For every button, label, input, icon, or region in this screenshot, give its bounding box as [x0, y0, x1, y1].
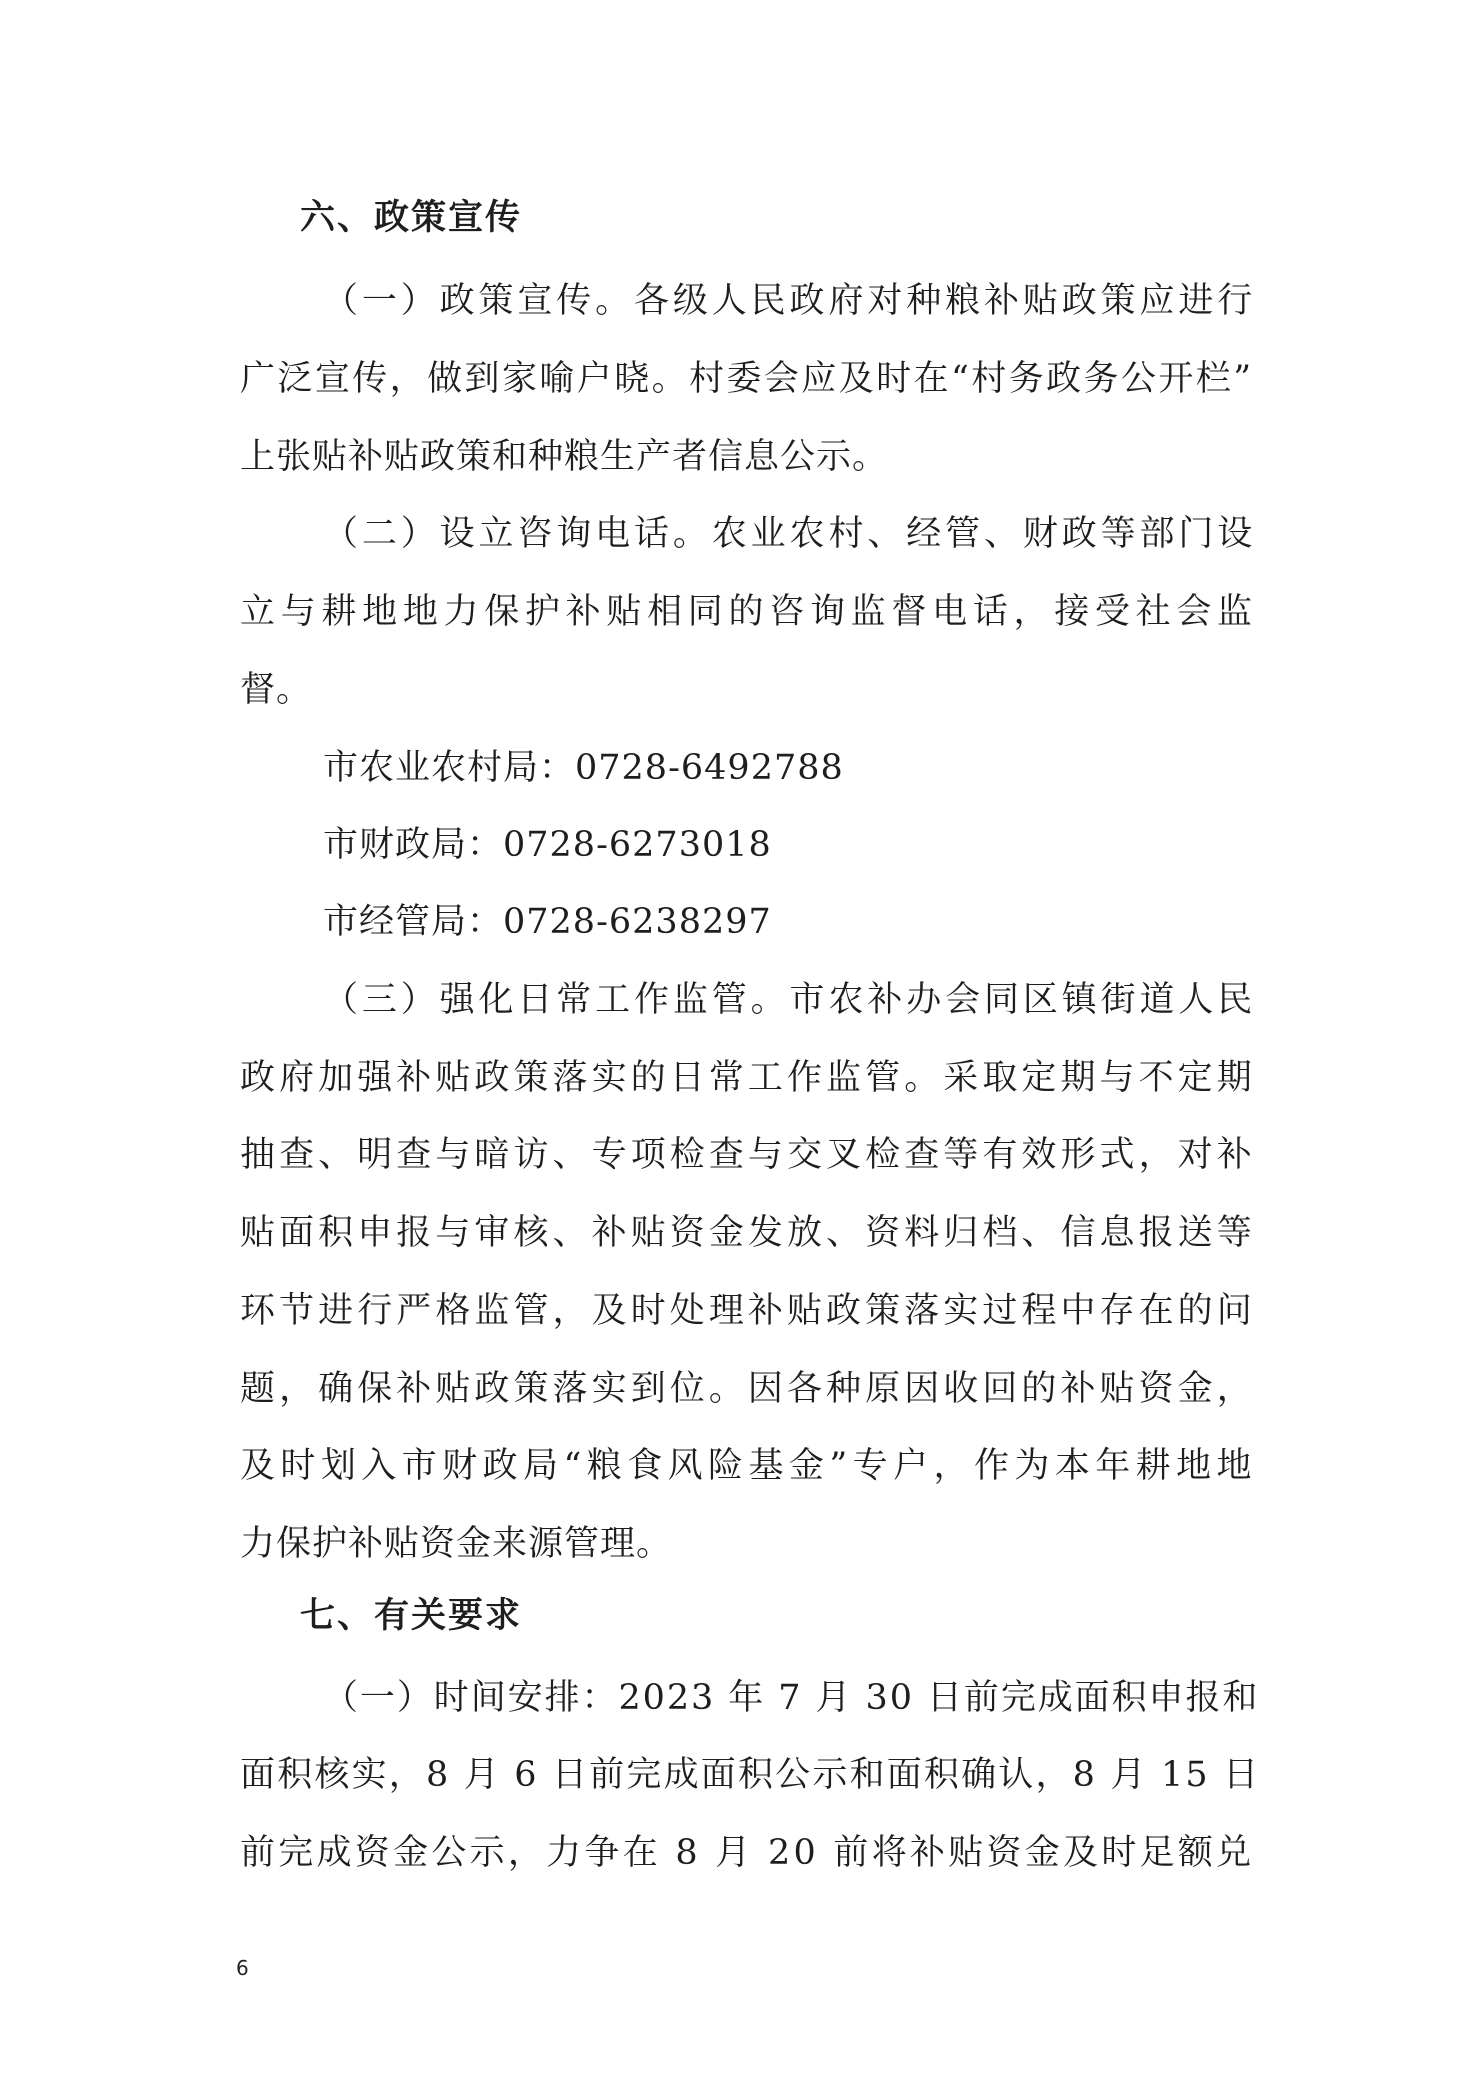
contact-finance-bureau: 市财政局：0728-6273018 [323, 825, 772, 865]
paragraph-line: 面积核实，8 月 6 日前完成面积公示和面积确认，8 月 15 日 [240, 1755, 1261, 1795]
paragraph-line: 抽查、明查与暗访、专项检查与交叉检查等有效形式，对补 [240, 1135, 1256, 1175]
section-heading-6: 六、政策宣传 [300, 198, 523, 238]
paragraph-line: 贴面积申报与审核、补贴资金发放、资料归档、信息报送等 [240, 1213, 1256, 1253]
section-heading-7: 七、有关要求 [300, 1596, 523, 1636]
paragraph-line: 及时划入市财政局“粮食风险基金”专户，作为本年耕地地 [240, 1446, 1257, 1486]
paragraph-line: 督。 [240, 670, 313, 710]
contact-agriculture-bureau: 市农业农村局：0728-6492788 [323, 748, 844, 788]
paragraph-line: （三）强化日常工作监管。市农补办会同区镇街道人民 [323, 980, 1257, 1020]
paragraph-line: 前完成资金公示，力争在 8 月 20 前将补贴资金及时足额兑 [240, 1833, 1255, 1873]
paragraph-line: （二）设立咨询电话。农业农村、经管、财政等部门设 [323, 514, 1257, 554]
paragraph-line: 力保护补贴资金来源管理。 [240, 1524, 673, 1564]
paragraph-line: 广泛宣传，做到家喻户晓。村委会应及时在“村务政务公开栏” [240, 359, 1254, 399]
paragraph-line: （一）政策宣传。各级人民政府对种粮补贴政策应进行 [323, 281, 1257, 321]
paragraph-line: （一）时间安排：2023 年 7 月 30 日前完成面积申报和 [323, 1678, 1260, 1718]
paragraph-line: 立与耕地地力保护补贴相同的咨询监督电话，接受社会监 [240, 592, 1258, 632]
paragraph-line: 政府加强补贴政策落实的日常工作监管。采取定期与不定期 [240, 1058, 1256, 1098]
paragraph-line: 题，确保补贴政策落实到位。因各种原因收回的补贴资金， [240, 1369, 1256, 1409]
page-number: 6 [236, 1956, 249, 1980]
contact-management-bureau: 市经管局：0728-6238297 [323, 902, 772, 942]
paragraph-line: 环节进行严格监管，及时处理补贴政策落实过程中存在的问 [240, 1291, 1256, 1331]
paragraph-line: 上张贴补贴政策和种粮生产者信息公示。 [240, 437, 889, 477]
